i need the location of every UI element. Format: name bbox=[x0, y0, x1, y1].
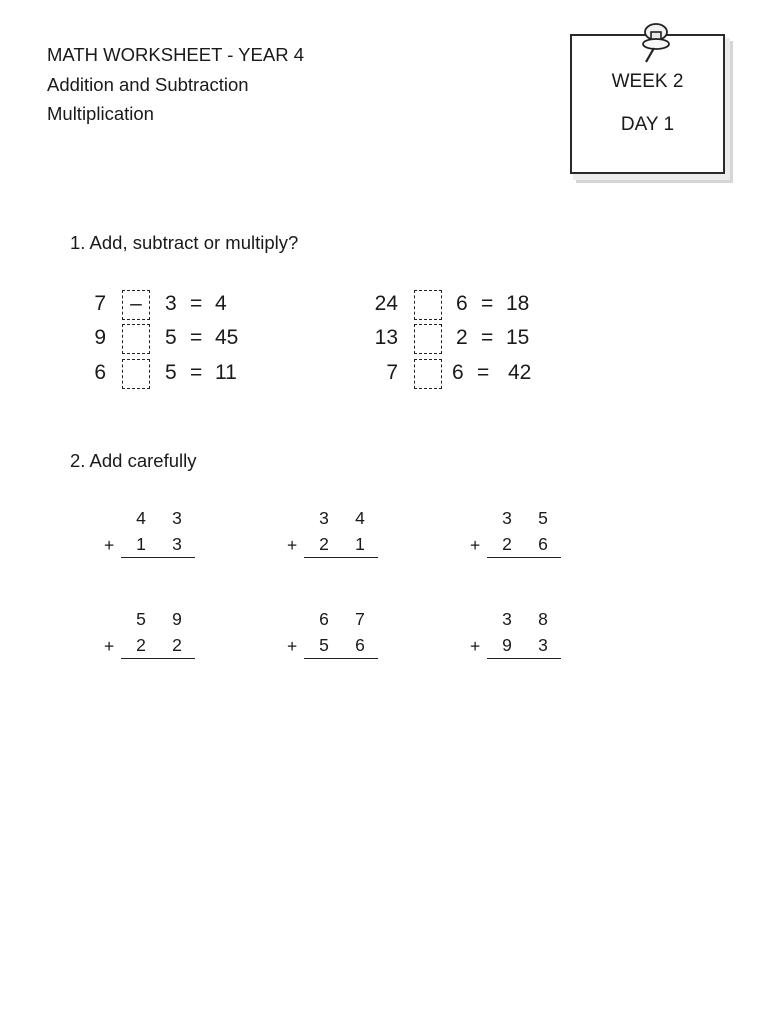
operator-box[interactable] bbox=[122, 359, 150, 389]
top-tens-digit: 3 bbox=[319, 508, 329, 528]
top-tens-digit: 3 bbox=[502, 609, 512, 629]
equation-row bbox=[364, 359, 564, 387]
answer-line[interactable] bbox=[487, 557, 561, 558]
operand-a: 9 bbox=[94, 326, 106, 349]
operand-a: 24 bbox=[374, 292, 398, 315]
vertical-addition bbox=[470, 508, 580, 568]
topic-addition-subtraction: Addition and Subtraction bbox=[47, 74, 249, 95]
operator-box[interactable] bbox=[414, 324, 442, 354]
vertical-addition bbox=[104, 508, 214, 568]
bottom-ones-digit: 6 bbox=[538, 534, 548, 554]
note-day: DAY 1 bbox=[620, 114, 675, 135]
operand-b: 2 bbox=[456, 326, 468, 349]
answer-line[interactable] bbox=[304, 557, 378, 558]
equals-sign: = bbox=[190, 326, 203, 349]
bottom-tens-digit: 2 bbox=[136, 635, 146, 655]
bottom-ones-digit: 6 bbox=[355, 635, 365, 655]
topic-multiplication: Multiplication bbox=[47, 103, 154, 124]
bottom-ones-digit: 2 bbox=[172, 635, 182, 655]
vertical-addition bbox=[287, 609, 397, 669]
question-2-heading: 2. Add carefully bbox=[70, 450, 197, 471]
equation-row bbox=[72, 324, 272, 352]
top-ones-digit: 7 bbox=[355, 609, 365, 629]
bottom-tens-digit: 1 bbox=[136, 534, 146, 554]
question-1-heading: 1. Add, subtract or multiply? bbox=[70, 232, 299, 253]
top-tens-digit: 6 bbox=[319, 609, 329, 629]
plus-sign: + bbox=[470, 636, 481, 656]
bottom-tens-digit: 5 bbox=[319, 635, 329, 655]
result: 11 bbox=[215, 361, 237, 384]
operand-a: 13 bbox=[374, 326, 398, 349]
result: 42 bbox=[508, 361, 532, 384]
top-ones-digit: 9 bbox=[172, 609, 182, 629]
plus-sign: + bbox=[104, 636, 115, 656]
answer-line[interactable] bbox=[121, 557, 195, 558]
top-ones-digit: 5 bbox=[538, 508, 548, 528]
top-ones-digit: 3 bbox=[172, 508, 182, 528]
operand-b: 5 bbox=[165, 361, 177, 384]
equals-sign: = bbox=[481, 292, 494, 315]
top-tens-digit: 3 bbox=[502, 508, 512, 528]
operand-b: 6 bbox=[456, 292, 468, 315]
equation-row bbox=[364, 290, 564, 318]
operator-box[interactable] bbox=[414, 359, 442, 389]
equation-row bbox=[364, 324, 564, 352]
operand-b: 6 bbox=[452, 361, 464, 384]
equals-sign: = bbox=[190, 361, 203, 384]
pushpin-icon bbox=[640, 22, 672, 70]
worksheet-title: MATH WORKSHEET - YEAR 4 bbox=[47, 44, 304, 65]
operand-a: 6 bbox=[94, 361, 106, 384]
answer-line[interactable] bbox=[121, 658, 195, 659]
plus-sign: + bbox=[470, 535, 481, 555]
operand-a: 7 bbox=[94, 292, 106, 315]
equation-row bbox=[72, 290, 272, 318]
operand-b: 5 bbox=[165, 326, 177, 349]
operand-a: 7 bbox=[386, 361, 398, 384]
bottom-ones-digit: 1 bbox=[355, 534, 365, 554]
operator-box[interactable]: – bbox=[122, 290, 150, 320]
equation-row bbox=[72, 359, 272, 387]
bottom-ones-digit: 3 bbox=[172, 534, 182, 554]
answer-line[interactable] bbox=[487, 658, 561, 659]
answer-line[interactable] bbox=[304, 658, 378, 659]
note-week: WEEK 2 bbox=[611, 71, 684, 92]
operand-b: 3 bbox=[165, 292, 177, 315]
plus-sign: + bbox=[287, 535, 298, 555]
top-tens-digit: 4 bbox=[136, 508, 146, 528]
bottom-tens-digit: 9 bbox=[502, 635, 512, 655]
top-ones-digit: 4 bbox=[355, 508, 365, 528]
plus-sign: + bbox=[104, 535, 115, 555]
equals-sign: = bbox=[477, 361, 490, 384]
result: 18 bbox=[506, 292, 530, 315]
result: 4 bbox=[215, 292, 227, 315]
vertical-addition bbox=[470, 609, 580, 669]
result: 45 bbox=[215, 326, 239, 349]
top-tens-digit: 5 bbox=[136, 609, 146, 629]
bottom-tens-digit: 2 bbox=[502, 534, 512, 554]
bottom-tens-digit: 2 bbox=[319, 534, 329, 554]
plus-sign: + bbox=[287, 636, 298, 656]
equals-sign: = bbox=[481, 326, 494, 349]
equals-sign: = bbox=[190, 292, 203, 315]
operator-box[interactable] bbox=[122, 324, 150, 354]
vertical-addition bbox=[104, 609, 214, 669]
bottom-ones-digit: 3 bbox=[538, 635, 548, 655]
operator-box[interactable] bbox=[414, 290, 442, 320]
result: 15 bbox=[506, 326, 530, 349]
top-ones-digit: 8 bbox=[538, 609, 548, 629]
vertical-addition bbox=[287, 508, 397, 568]
